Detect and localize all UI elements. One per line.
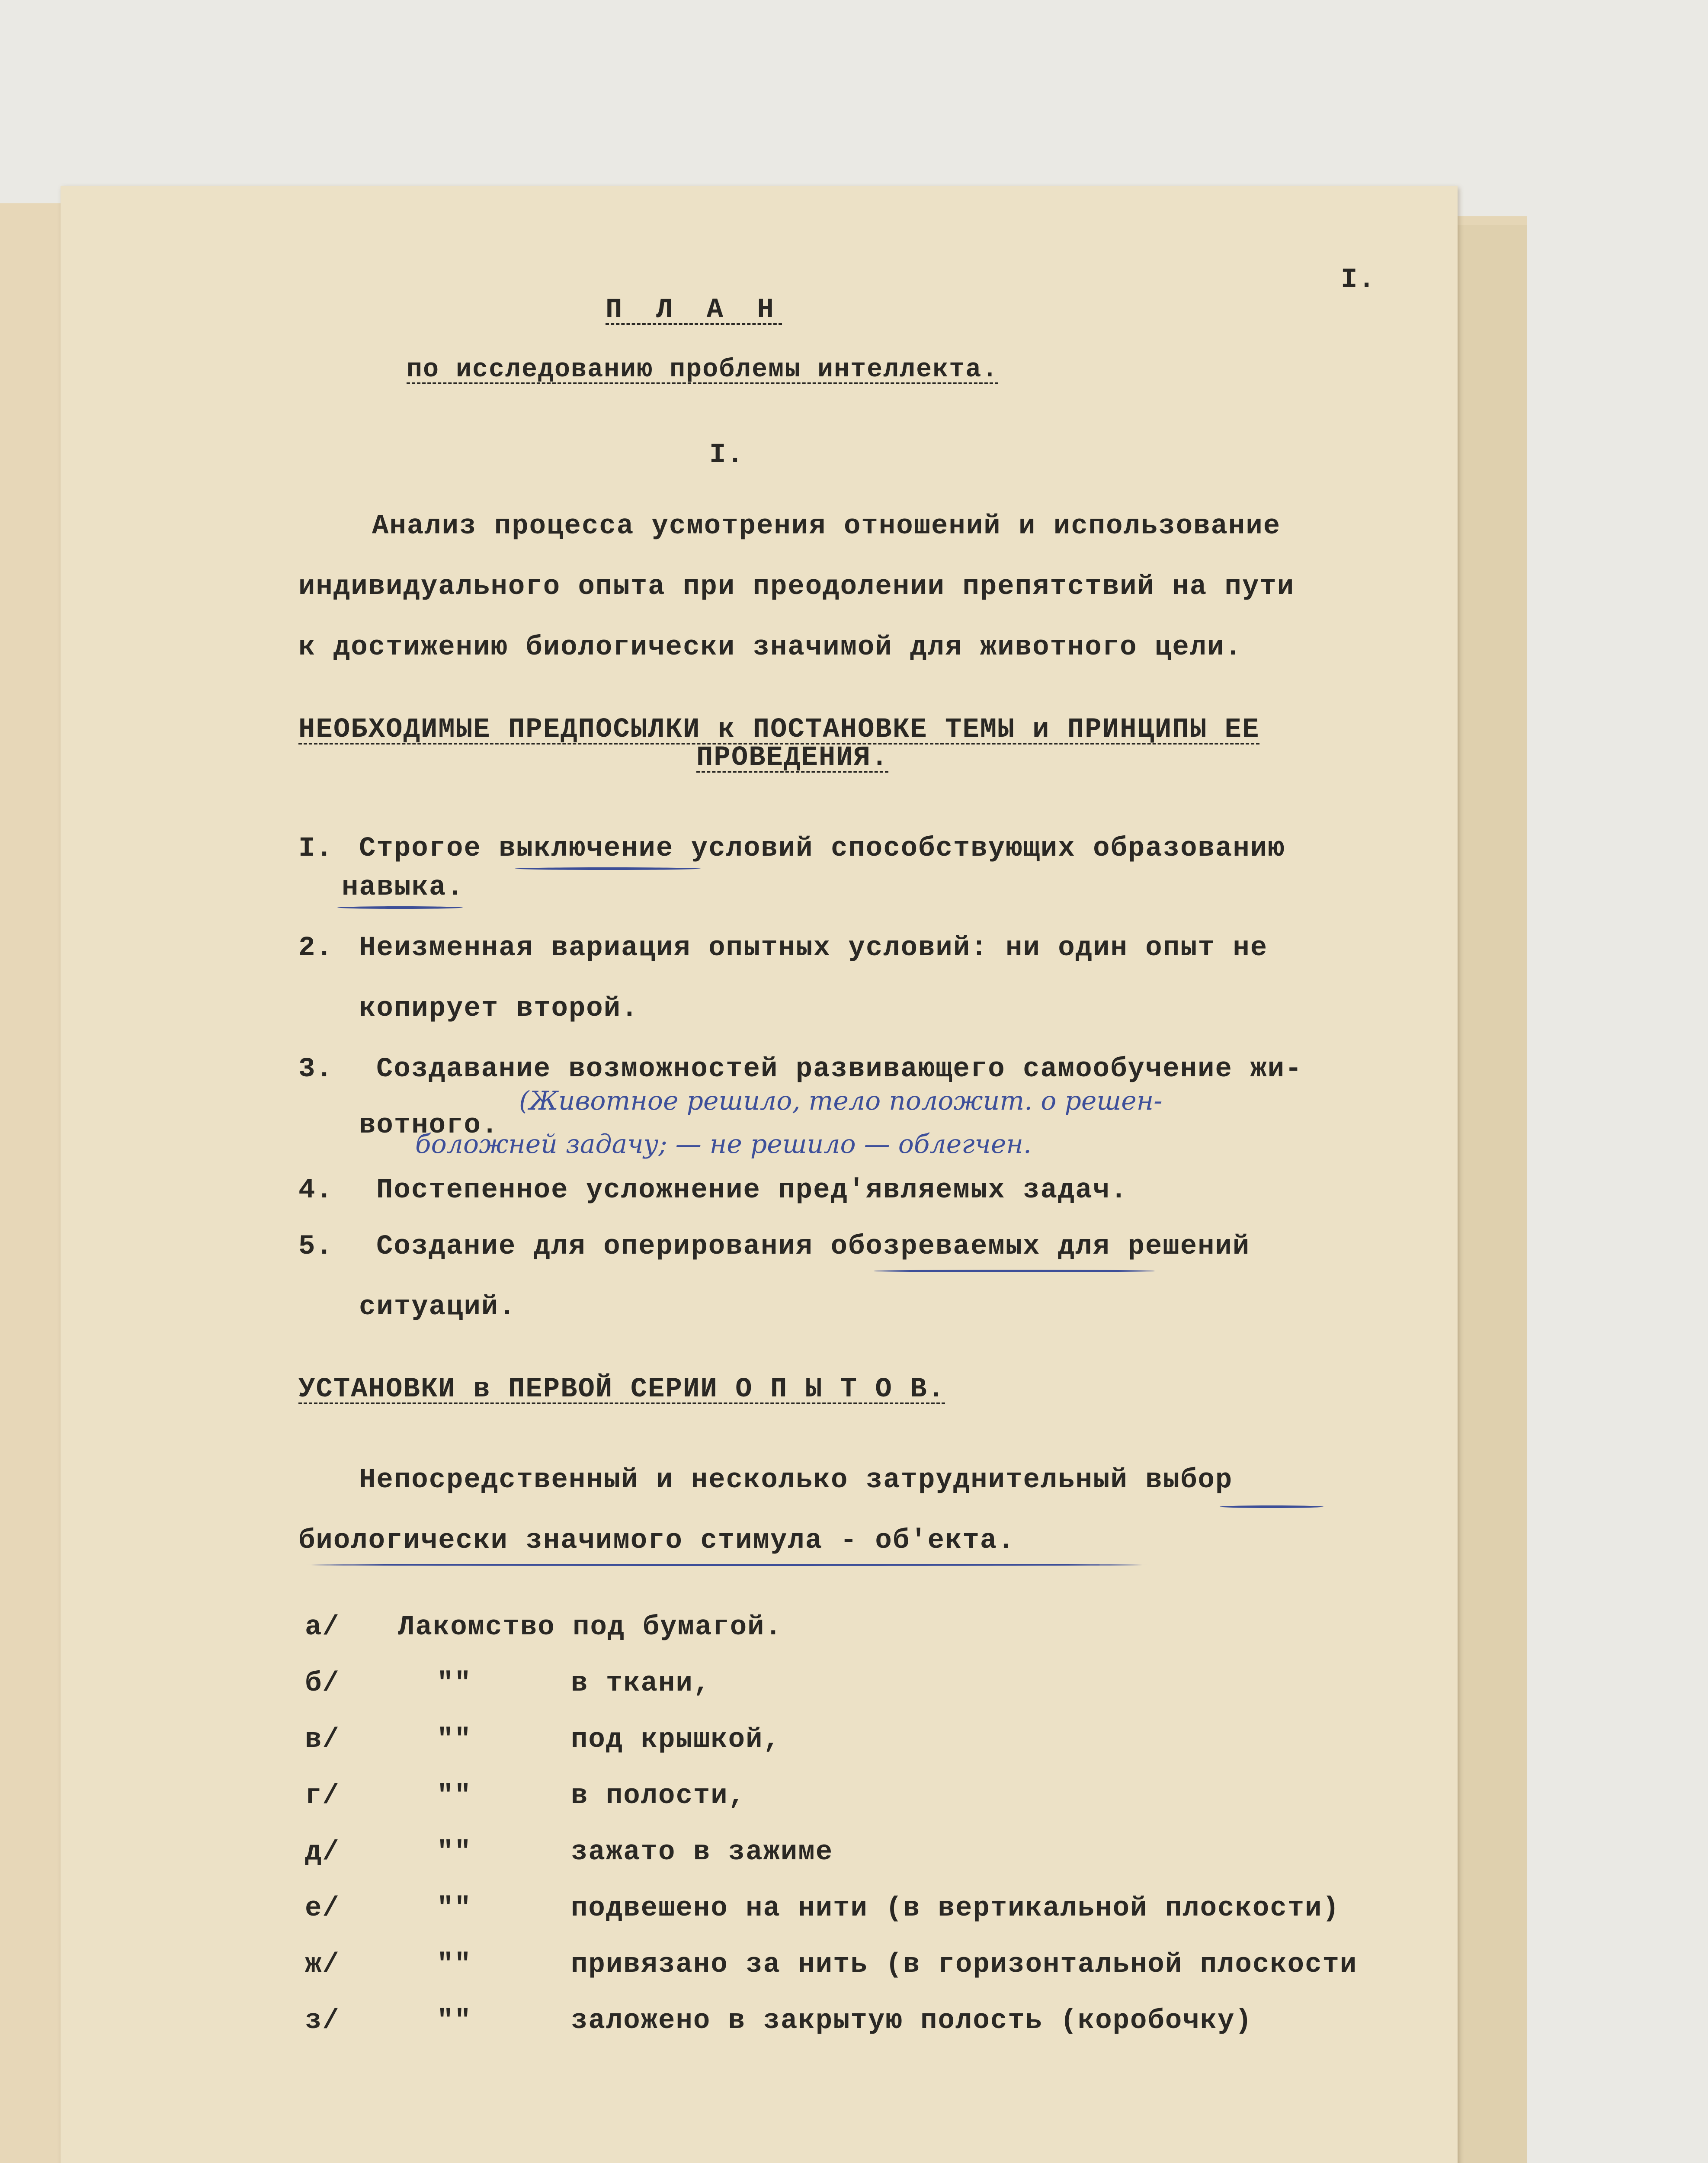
item-number: 3.: [298, 1054, 333, 1085]
list-text: в полости,: [571, 1781, 746, 1812]
list-key: а/: [305, 1612, 340, 1643]
ditto-mark: "": [437, 1893, 472, 1924]
intro-line: к достижению биологически значимой для животного цели.: [298, 632, 1242, 663]
list-text: привязано за нить (в горизонтальной плоскости: [571, 1949, 1358, 1980]
list-key: д/: [305, 1837, 340, 1868]
ditto-mark: "": [437, 1781, 472, 1812]
handwritten-note: (Животное решило, тело положит. о решен-: [519, 1086, 1163, 1116]
pen-underline: [874, 1270, 1155, 1272]
list-key: ж/: [305, 1949, 340, 1980]
pen-underline: [337, 906, 463, 909]
item-text: вотного.: [359, 1110, 499, 1141]
list-text: зажато в зажиме: [571, 1837, 833, 1868]
list-text: в ткани,: [571, 1668, 711, 1699]
ditto-mark: "": [437, 1668, 472, 1699]
ditto-mark: "": [437, 1949, 472, 1980]
ditto-mark: "": [437, 2006, 472, 2037]
item-text: копирует второй.: [359, 993, 639, 1024]
page-subtitle: по исследованию проблемы интеллекта.: [407, 355, 999, 385]
list-key: е/: [305, 1893, 340, 1924]
pen-underline: [303, 1564, 1150, 1566]
item-text: навыка.: [342, 872, 464, 903]
ditto-mark: "": [437, 1724, 472, 1755]
item-number: 5.: [298, 1231, 333, 1262]
section-numeral: I.: [709, 440, 744, 471]
intro-line: индивидуального опыта при преодолении препятствий на пути: [298, 571, 1295, 603]
series-intro-line: Непосредственный и несколько затруднительный выбор: [359, 1465, 1233, 1496]
item-text: Создание для оперирования обозреваемых для решений: [376, 1231, 1250, 1262]
page-title: П Л А Н: [606, 295, 782, 326]
item-text: Постепенное усложнение пред'являемых задач.: [376, 1175, 1128, 1206]
pen-underline: [515, 867, 701, 870]
item-text: ситуаций.: [359, 1292, 516, 1323]
item-text: Неизменная вариация опытных условий: ни один опыт не: [359, 933, 1268, 964]
intro-line: Анализ процесса усмотрения отношений и использование: [372, 511, 1281, 542]
pen-underline: [1220, 1505, 1323, 1508]
ditto-mark: "": [437, 1837, 472, 1868]
list-text: заложено в закрытую полость (коробочку): [571, 2006, 1253, 2037]
list-key: в/: [305, 1724, 340, 1755]
series-intro-line: биологически значимого стимула - об'екта.: [298, 1525, 1015, 1556]
list-key: г/: [305, 1781, 340, 1812]
item-number: 2.: [298, 933, 333, 964]
item-number: I.: [298, 833, 333, 864]
item-text: Строгое выключение условий способствующих образованию: [359, 833, 1285, 864]
list-text: подвешено на нити (в вертикальной плоскости): [571, 1893, 1340, 1924]
list-text: под крышкой,: [571, 1724, 781, 1755]
section-heading: УСТАНОВКИ в ПЕРВОЙ СЕРИИ О П Ы Т О В.: [298, 1374, 945, 1405]
section-heading: НЕОБХОДИМЫЕ ПРЕДПОСЫЛКИ к ПОСТАНОВКЕ ТЕМЫ и ПРИНЦИПЫ ЕЕ: [298, 714, 1260, 745]
item-text: Создавание возможностей развивающего самообучение жи-: [376, 1054, 1303, 1085]
page-number: I.: [1341, 264, 1376, 295]
left-page-edge: [0, 203, 64, 2163]
section-heading: ПРОВЕДЕНИЯ.: [696, 742, 889, 773]
item-number: 4.: [298, 1175, 333, 1206]
handwritten-note: боложней задачу; — не решило — облегчен.: [415, 1129, 1032, 1159]
list-text: Лакомство под бумагой.: [398, 1612, 782, 1643]
list-key: з/: [305, 2006, 340, 2037]
list-key: б/: [305, 1668, 340, 1699]
typed-page: [61, 186, 1458, 2163]
